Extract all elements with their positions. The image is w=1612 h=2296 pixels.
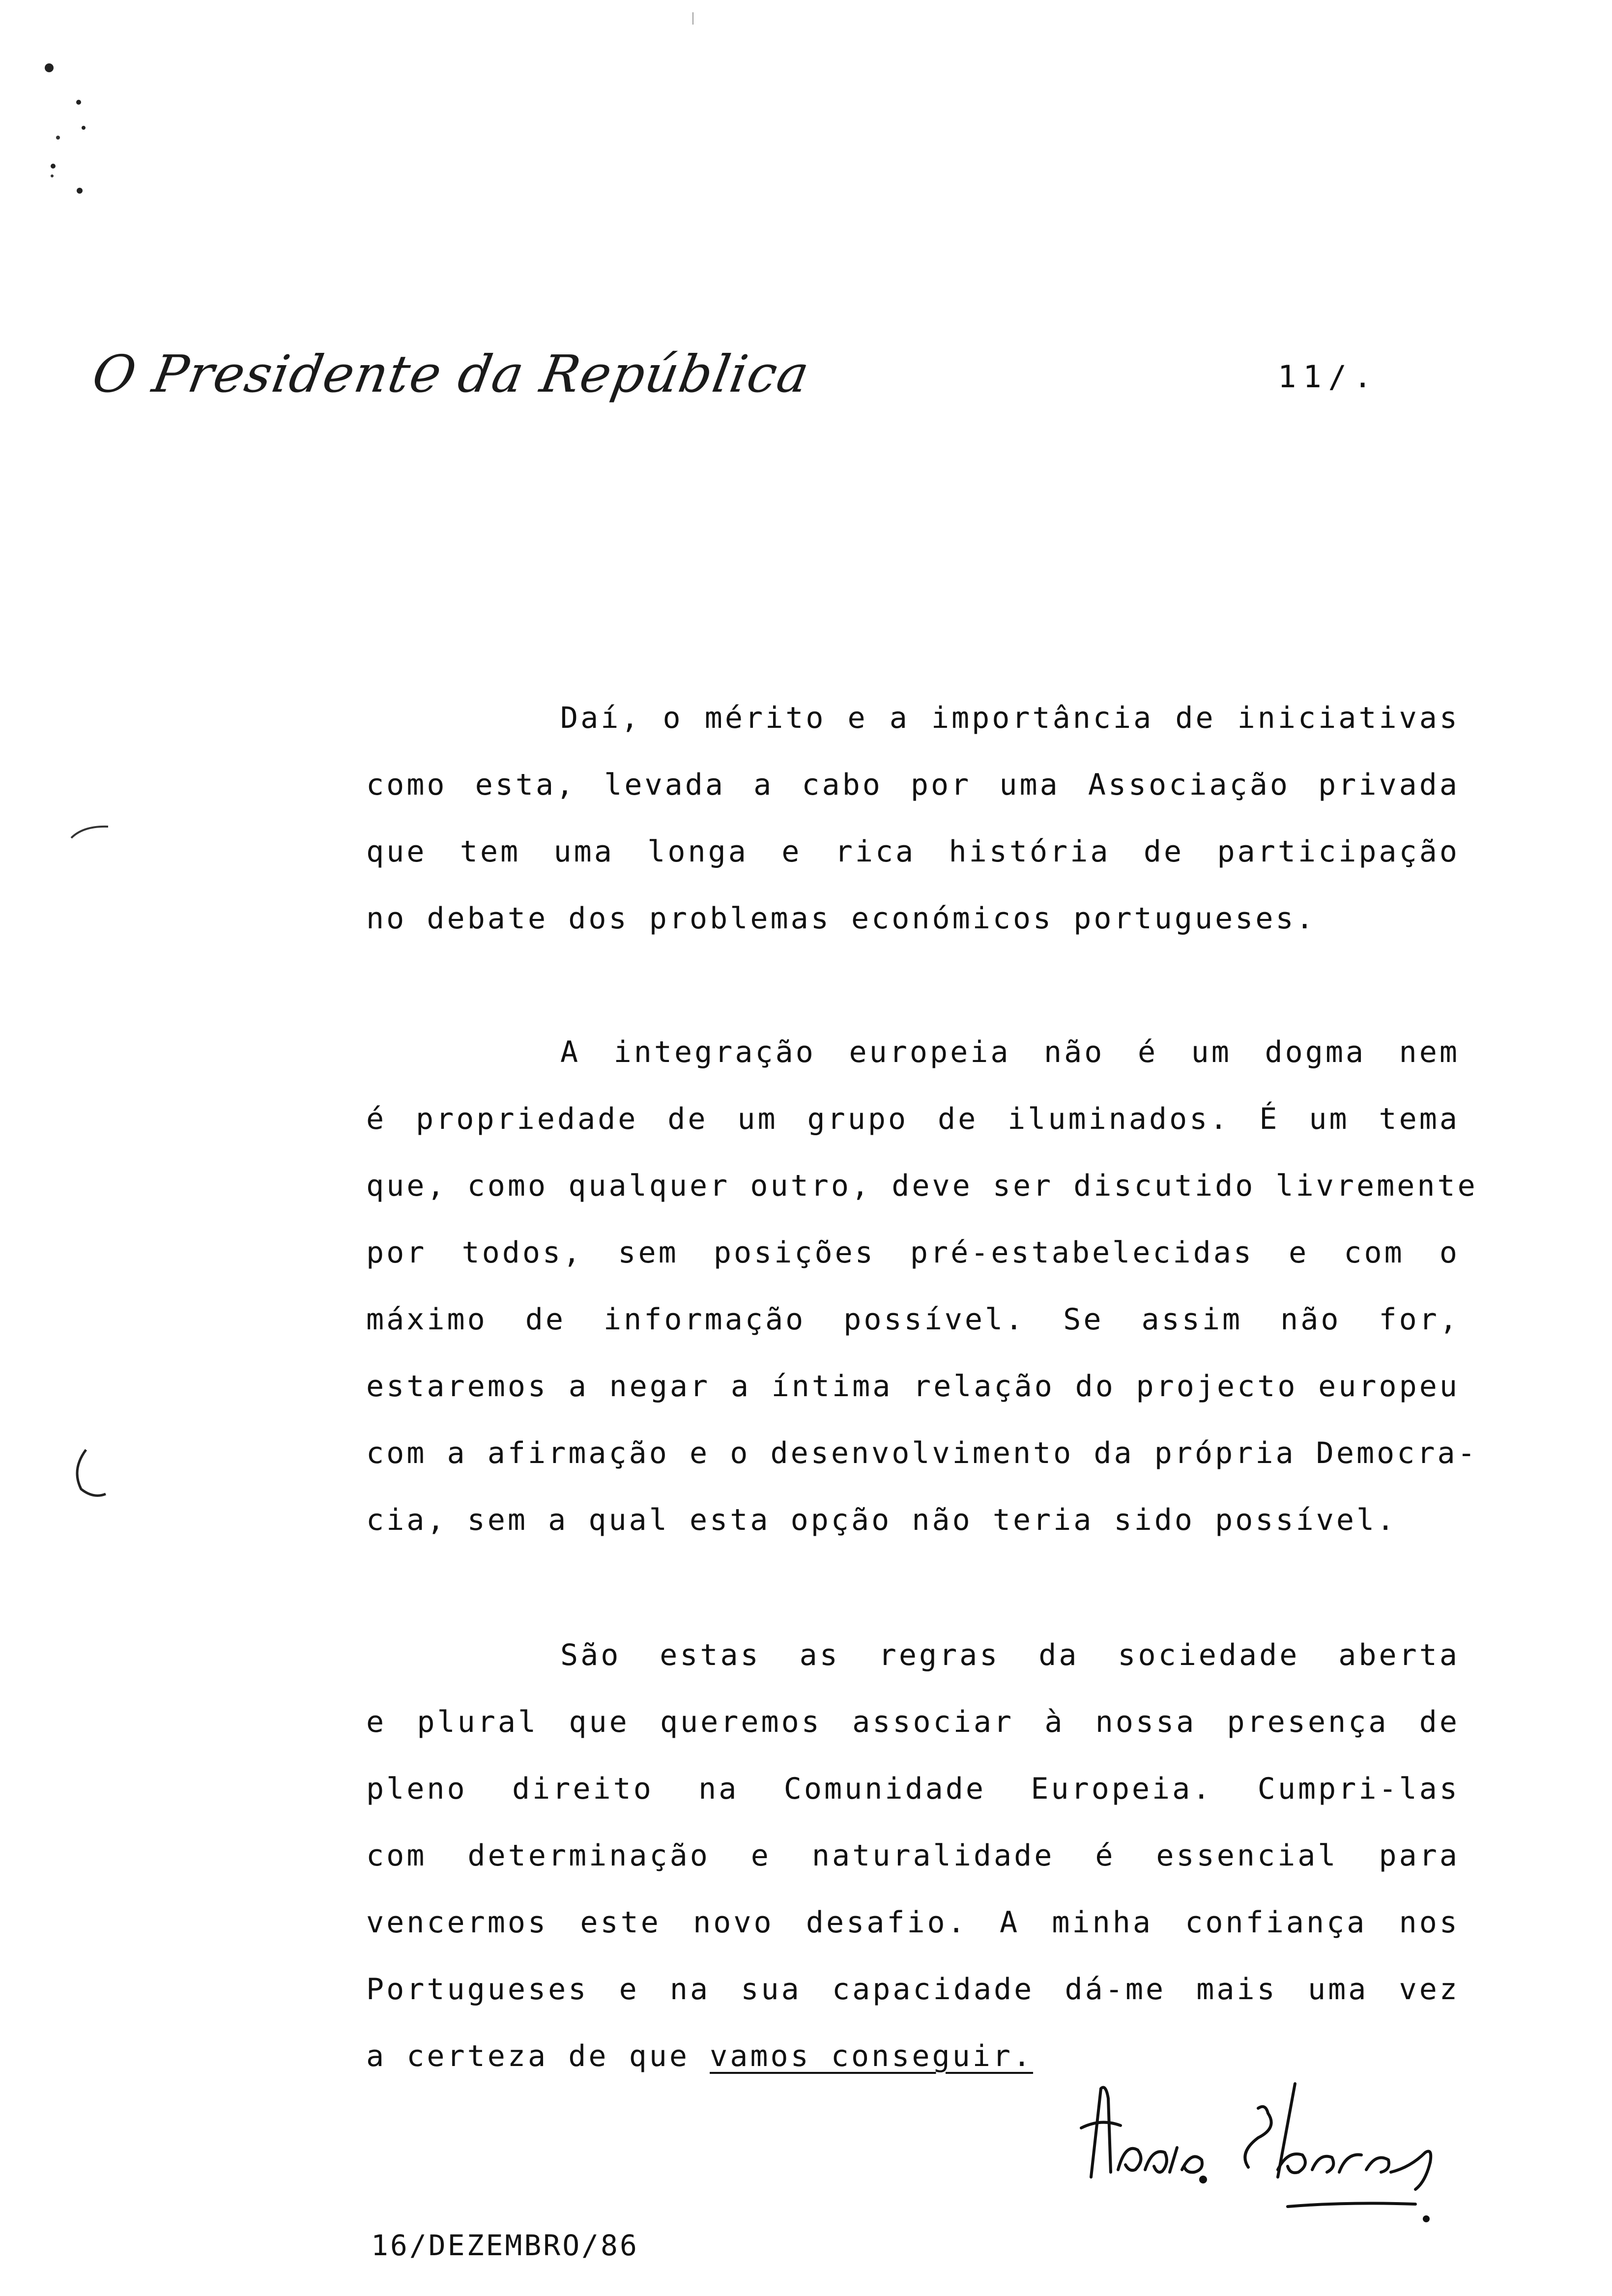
handwritten-signature bbox=[1071, 2054, 1455, 2231]
text-line: São estas as regras da sociedade aberta bbox=[560, 1638, 1460, 1672]
closing-line-prefix: a certeza de que bbox=[366, 2039, 710, 2073]
top-speck bbox=[688, 10, 698, 29]
page-number: 11/. bbox=[1278, 359, 1379, 395]
text-line: por todos, sem posições pré-estabelecidas e com o bbox=[366, 1235, 1460, 1270]
text-line: que, como qualquer outro, deve ser discutido livremente bbox=[366, 1169, 1478, 1203]
text-line: com determinação e naturalidade é essencial para bbox=[366, 1838, 1460, 1873]
paragraph-3 bbox=[366, 1622, 1460, 2090]
letterhead-title: O Presidente da República bbox=[88, 344, 814, 404]
text-line: é propriedade de um grupo de iluminados. É um tema bbox=[366, 1102, 1460, 1136]
text-line: estaremos a negar a íntima relação do projecto europeu bbox=[366, 1369, 1460, 1404]
text-line: A integração europeia não é um dogma nem bbox=[560, 1035, 1460, 1069]
document-date: 16/DEZEMBRO/86 bbox=[371, 2229, 639, 2262]
closing-line-underlined: vamos conseguir. bbox=[710, 2039, 1034, 2073]
text-line: vencermos este novo desafio. A minha confiança nos bbox=[366, 1905, 1460, 1940]
margin-hook-mark bbox=[69, 816, 118, 845]
paragraph-1 bbox=[366, 685, 1460, 952]
text-line: com a afirmação e o desenvolvimento da própria Democra- bbox=[366, 1436, 1478, 1470]
text-line: cia, sem a qual esta opção não teria sido possível. bbox=[366, 1503, 1397, 1537]
paragraph-2 bbox=[366, 1019, 1478, 1553]
text-line: Daí, o mérito e a importância de iniciativas bbox=[560, 701, 1460, 735]
text-line: que tem uma longa e rica história de participação bbox=[366, 834, 1460, 869]
text-line: Portugueses e na sua capacidade dá-me mais uma vez bbox=[366, 1972, 1460, 2007]
text-line: e plural que queremos associar à nossa presença de bbox=[366, 1705, 1460, 1739]
text-line: como esta, levada a cabo por uma Associação privada bbox=[366, 768, 1460, 802]
margin-specks bbox=[20, 54, 88, 211]
margin-bracket-mark bbox=[66, 1440, 125, 1504]
text-line: pleno direito na Comunidade Europeia. Cumpri-las bbox=[366, 1772, 1460, 1806]
text-line: máximo de informação possível. Se assim não for, bbox=[366, 1302, 1460, 1337]
text-line: no debate dos problemas económicos portugueses. bbox=[366, 901, 1316, 936]
